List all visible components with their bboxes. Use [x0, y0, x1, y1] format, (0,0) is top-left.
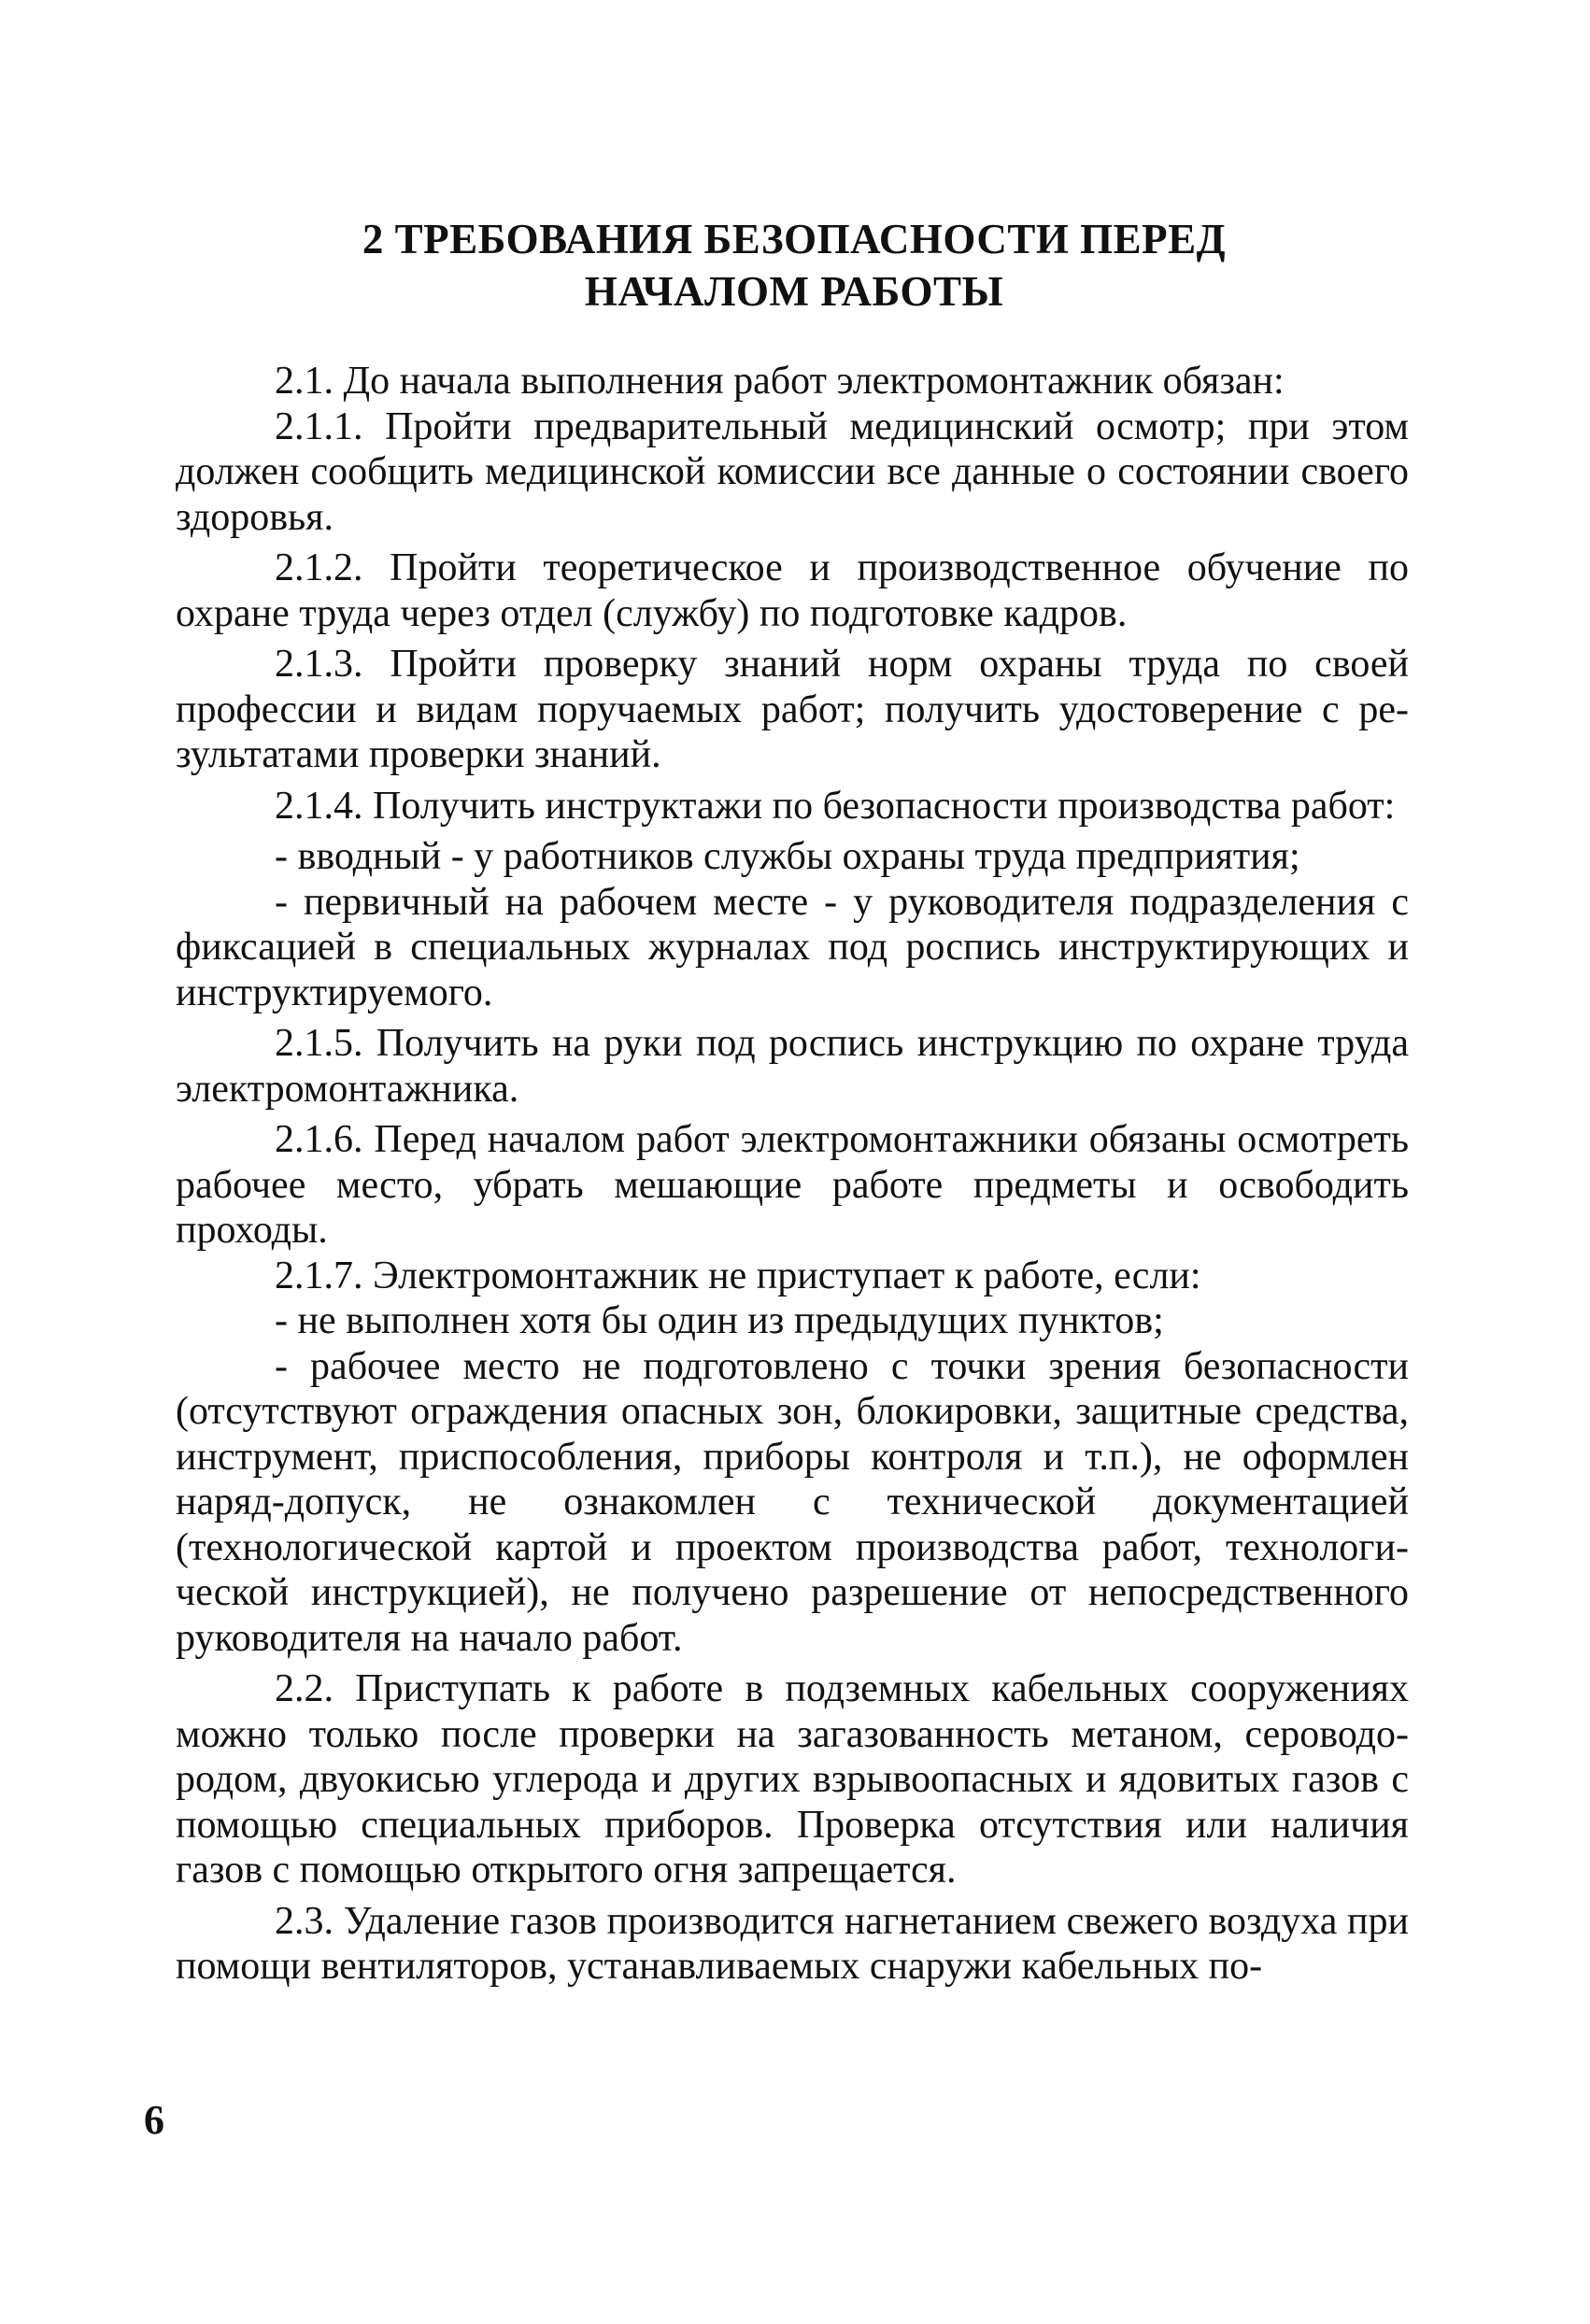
section-body: [176, 359, 1409, 1990]
paragraph-2-1-7: 2.1.7. Электромонтажник не приступает к работе, если:: [275, 1254, 1201, 1297]
section-heading-line-2: НАЧАЛОМ РАБОТЫ: [584, 268, 1004, 315]
paragraph-2-1-3: 2.1.3. Пройти проверку знаний норм охраны труда по своей профессии и видам поручаемых работ; получить удостоверение с результатами проверки знаний.: [176, 643, 1409, 776]
paragraph-2-1-1: 2.1.1. Пройти предварительный медицинский осмотр; при этом должен сообщить медицинской комиссии все данные о состоянии своего здоровья.: [176, 404, 1409, 539]
paragraph-2-3: 2.3. Удаление газов производится нагнетанием свежего воздуха при помощи вентиляторов, устанавливаемых снаружи кабельных по-: [176, 1899, 1409, 1988]
paragraph-2-1-2: 2.1.2. Пройти теоретическое и производственное обучение по охране труда через отдел (службу) по подготовке кадров.: [176, 546, 1409, 635]
paragraph-2-1-4: 2.1.4. Получить инструктажи по безопасности производства работ:: [275, 784, 1396, 828]
list-item-previous-points: - не выполнен хотя бы один из предыдущих пунктов;: [275, 1299, 1164, 1342]
paragraph-2-2: 2.2. Приступать к работе в подземных кабельных сооружениях можно только после проверки на загазованность метаном, сероводородом, двуокисью углерода и других взрывоопасных и ядовитых газов с помощью специальных приборов. Проверка отсутствия или наличия газов с помощью открытого огня запрещается.: [176, 1667, 1409, 1892]
page-number: 6: [144, 2097, 164, 2143]
paragraph-2-1: 2.1. До начала выполнения работ электромонтажник обязан:: [275, 360, 1285, 403]
paragraph-2-1-6: 2.1.6. Перед началом работ электромонтажники обязаны осмотреть рабочее место, убрать мешающие работе предметы и освободить проходы.: [176, 1118, 1409, 1252]
list-item-induction: - вводный - у работников службы охраны труда предприятия;: [275, 835, 1300, 878]
section-heading: [177, 213, 1411, 318]
list-item-primary-briefing: - первичный на рабочем месте - у руководителя подразделения с фиксацией в специальных журналах под роспись инструктирующих и инструктируемого.: [176, 880, 1409, 1014]
section-heading-line-1: 2 ТРЕБОВАНИЯ БЕЗОПАСНОСТИ ПЕРЕД: [362, 216, 1227, 262]
paragraph-2-1-5: 2.1.5. Получить на руки под роспись инструкцию по охране труда электромонтажника.: [176, 1022, 1409, 1111]
list-item-workplace-not-ready: - рабочее место не подготовлено с точки зрения безопасности (отсутствуют ограждения опасных зон, блокировки, защитные средства, инструмент, приспособления, приборы контроля и т.п.), не оформлен наряд-допуск, не ознакомлен с технической документацией (технологической картой и проектом производства работ, технологической инструкцией), не получено разрешение от непосредственного руководителя на начало работ.: [176, 1344, 1409, 1660]
